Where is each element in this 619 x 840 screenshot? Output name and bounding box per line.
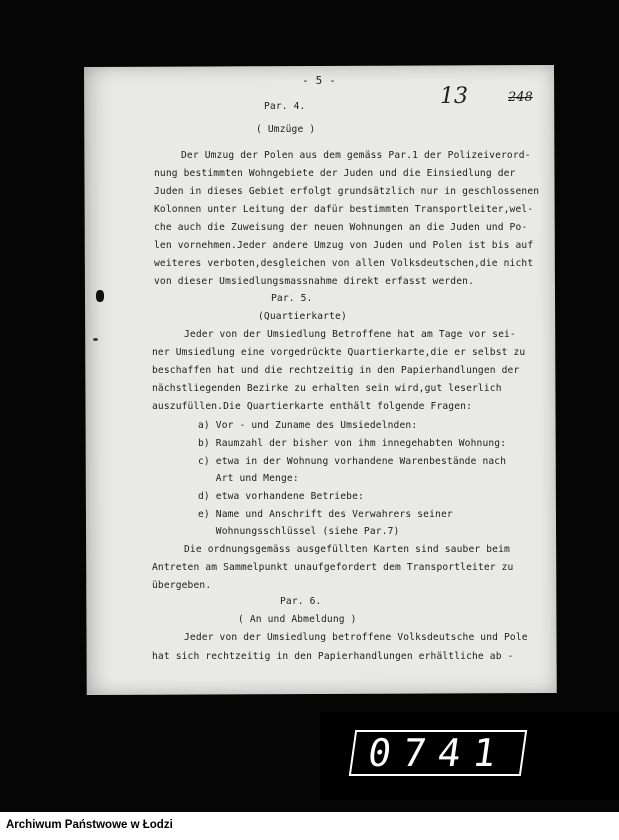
- list-item: b) Raumzahl der bisher von ihm innegehabten Wohnung:: [198, 438, 507, 449]
- paragraph-line: Antreten am Sammelpunkt unaufgefordert dem Transportleiter zu: [152, 562, 514, 573]
- list-item: Wohnungsschlüssel (siehe Par.7): [198, 526, 400, 537]
- paragraph-line: beschaffen hat und die rechtzeitig in den Papierhandlungen der: [152, 365, 520, 376]
- handwritten-page-number: 13: [440, 84, 468, 109]
- paragraph-line: auszufüllen.Die Quartierkarte enthält folgende Fragen:: [152, 401, 472, 412]
- section-4-heading: Par. 4.: [264, 101, 306, 112]
- crossed-out-number: 248: [508, 90, 533, 105]
- list-item: d) etwa vorhandene Betriebe:: [198, 491, 364, 502]
- film-speck: [93, 338, 98, 341]
- section-6-heading: Par. 6.: [280, 596, 322, 607]
- paragraph-line: weiteres verboten,desgleichen von allen Volksdeutschen,die nicht: [154, 258, 534, 269]
- paragraph-line: Jeder von der Umsiedlung betroffene Volksdeutsche und Pole: [184, 632, 528, 643]
- paragraph-line: übergeben.: [152, 580, 212, 591]
- paragraph-line: ner Umsiedlung eine vorgedrückte Quartierkarte,die er selbst zu: [152, 347, 526, 358]
- archive-name: Archiwum Państwowe w Łodzi: [6, 819, 173, 831]
- section-5-heading: Par. 5.: [271, 293, 313, 304]
- section-5-subheading: (Quartierkarte): [258, 311, 347, 322]
- paragraph-line: Der Umzug der Polen aus dem gemäss Par.1 der Polizeiverord-: [181, 150, 531, 161]
- paragraph-line: Jeder von der Umsiedlung Betroffene hat am Tage vor sei-: [184, 329, 516, 340]
- paragraph-line: nächstliegenden Bezirke zu erhalten sein wird,gut leserlich: [152, 383, 502, 394]
- archive-footer: [0, 812, 619, 840]
- section-4-subheading: ( Umzüge ): [256, 124, 316, 135]
- page-number: - 5 -: [302, 74, 336, 87]
- list-item: Art und Menge:: [198, 473, 299, 484]
- paragraph-line: Die ordnungsgemäss ausgefüllten Karten sind sauber beim: [184, 544, 510, 555]
- paragraph-line: hat sich rechtzeitig in den Papierhandlungen erhältliche ab -: [152, 651, 514, 662]
- list-item: a) Vor - und Zuname des Umsiedelnden:: [198, 420, 418, 431]
- section-6-subheading: ( An und Abmeldung ): [238, 614, 357, 625]
- punch-hole: [96, 290, 104, 302]
- paragraph-line: Juden in dieses Gebiet erfolgt grundsätzlich nur in geschlossenen: [154, 186, 540, 197]
- paragraph-line: nung bestimmten Wohngebiete der Juden und die Einsiedlung der: [154, 168, 516, 179]
- paragraph-line: von dieser Umsiedlungsmassnahme direkt erfasst werden.: [154, 276, 474, 287]
- paragraph-line: Kolonnen unter Leitung der dafür bestimmten Transportleiter,wel-: [154, 204, 534, 215]
- paragraph-line: len vornehmen.Jeder andere Umzug von Juden und Polen ist bis auf: [154, 240, 534, 251]
- frame-number: 0741: [349, 730, 527, 776]
- list-item: e) Name und Anschrift des Verwahrers seiner: [198, 509, 453, 520]
- paragraph-line: che auch die Zuweisung der neuen Wohnungen an die Juden und Po-: [154, 222, 528, 233]
- list-item: c) etwa in der Wohnung vorhandene Warenbestände nach: [198, 456, 507, 467]
